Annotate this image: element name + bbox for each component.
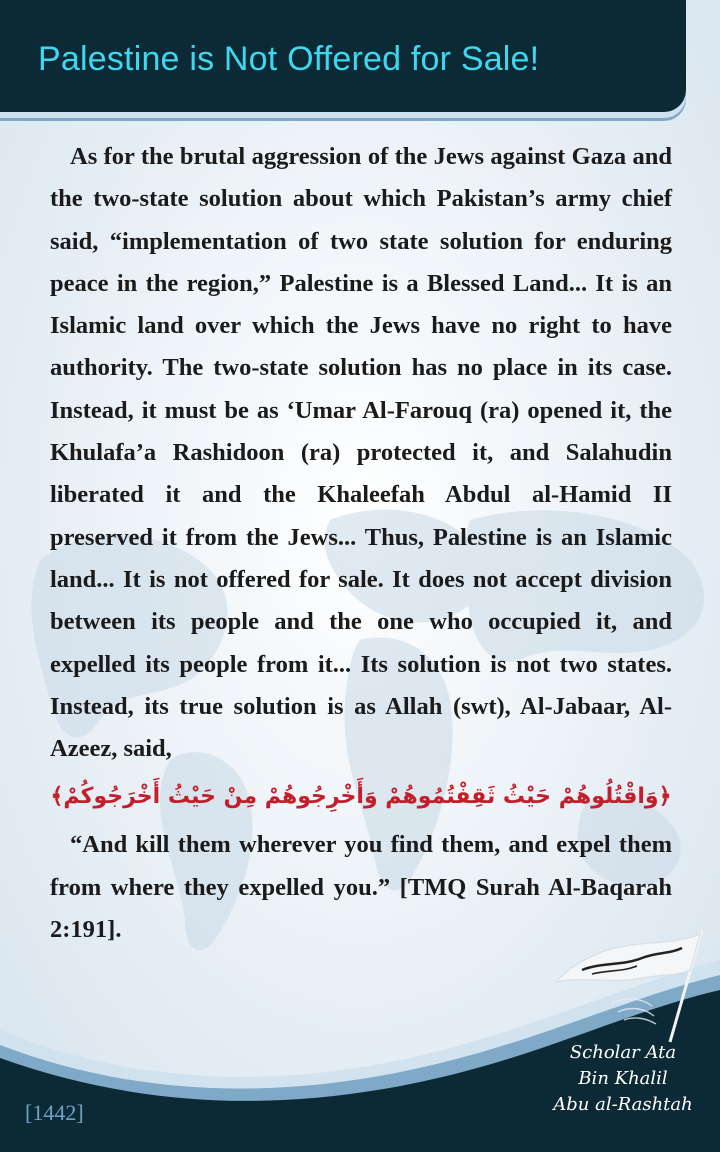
paragraph-main: As for the brutal aggression of the Jews against Gaza and the two-state solution about which Pakistan’s army chief said, “implementation of two state solution for enduring peace in the region,” Palestine is a Blessed Land... It is an Islamic land over which the Jews have no right to have authority. The two-state solution has no place in its case. Instead, it must be as ‘Umar Al-Farouq (ra) opened it, the Khulafa’a Rashidoon (ra) protected it, and Salahudin liberated it and the Khaleefah Abdul al-Hamid II preserved it from the Jews... Thus, Palestine is an Islamic land... It is not offered for sale. It does not accept division between its people and the one who occupied it, and expelled its people from it... Its solution is not two states. Instead, its true solution is as Allah (swt), Al-Jabaar, Al-Azeez, said, [50,143,672,763]
verse-translation: “And kill them wherever you find them, and expel them from where they expelled you.” [TMQ Surah Al-Baqarah 2:191]. [50,831,672,944]
author-line: Abu al-Rashtah [553,1094,693,1115]
page-title: Palestine is Not Offered for Sale! [38,40,540,78]
flag-icon [552,926,712,1046]
author-line: Bin Khalil [578,1068,668,1089]
quran-verse-arabic: ﴿وَاقْتُلُوهُمْ حَيْثُ ثَقِفْتُمُوهُمْ وَأَخْرِجُوهُمْ مِنْ حَيْثُ أَخْرَجُوكُمْ﴾ [50,784,672,810]
year-label: [1442] [25,1100,84,1125]
author-signature [548,1040,698,1118]
author-line: Scholar Ata [569,1042,677,1063]
